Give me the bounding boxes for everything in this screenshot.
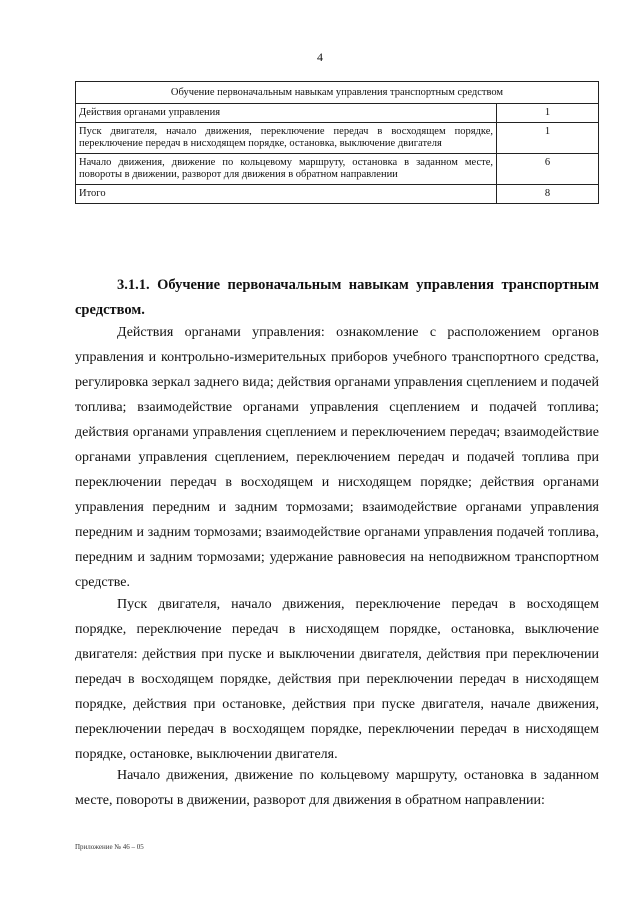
table-cell-total-hours: 8 xyxy=(497,185,599,204)
table-cell-total-label: Итого xyxy=(76,185,497,204)
table-cell-topic: Действия органами управления xyxy=(76,104,497,123)
footer-note: Приложение № 46 – 05 xyxy=(75,843,144,851)
section-heading: 3.1.1. Обучение первоначальным навыкам управления транспортным средством. xyxy=(75,277,599,318)
table-row xyxy=(76,154,599,185)
table-cell-hours: 1 xyxy=(497,123,599,154)
table-total-row xyxy=(76,185,599,204)
page-number: 4 xyxy=(317,50,323,64)
paragraph-engine-start: Пуск двигателя, начало движения, переключение передач в восходящем порядке, переключение передач в нисходящем порядке, остановка, выключение двигателя: действия при пуске и выключении двигателя, действия при переключении передач в восходящем порядке, действия при переключении передач в нисходящем порядке, действия при остановке, действия при пуске двигателя, начале движения, переключении передач в восходящем порядке, переключении передач в нисходящем порядке, остановке, выключении двигателя. xyxy=(75,597,599,762)
table-cell-hours: 1 xyxy=(497,104,599,123)
table-caption-row xyxy=(76,82,599,104)
table-caption: Обучение первоначальным навыкам управления транспортным средством xyxy=(76,82,599,104)
paragraph-controls: Действия органами управления: ознакомление с расположением органов управления и контрольно-измерительных приборов учебного транспортного средства, регулировка зеркал заднего вида; действия органами управления сцеплением и подачей топлива; взаимодействие органами управления сцеплением и подачей топлива; действия органами управления сцеплением и переключением передач; взаимодействие органами управления сцеплением, переключением передач и подачей топлива при переключении передач в восходящем и нисходящем порядке; действия органами управления передним и задним тормозами; взаимодействие органами управления передним и задним тормозами; взаимодействие органами управления подачей топлива, передним и задним тормозами; удержание равновесия на неподвижном транспортном средстве. xyxy=(75,325,599,590)
table-cell-topic: Начало движения, движение по кольцевому маршруту, остановка в заданном месте, повороты в движении, разворот для движения в обратном направлении xyxy=(76,154,497,185)
table-row xyxy=(76,123,599,154)
paragraph-movement: Начало движения, движение по кольцевому маршруту, остановка в заданном месте, повороты в движении, разворот для движения в обратном направлении: xyxy=(75,768,599,808)
table-cell-hours: 6 xyxy=(497,154,599,185)
table-cell-topic: Пуск двигателя, начало движения, переключение передач в восходящем порядке, переключение передач в нисходящем порядке, остановка, выключение двигателя xyxy=(76,123,497,154)
table-row xyxy=(76,104,599,123)
course-table xyxy=(75,81,599,204)
